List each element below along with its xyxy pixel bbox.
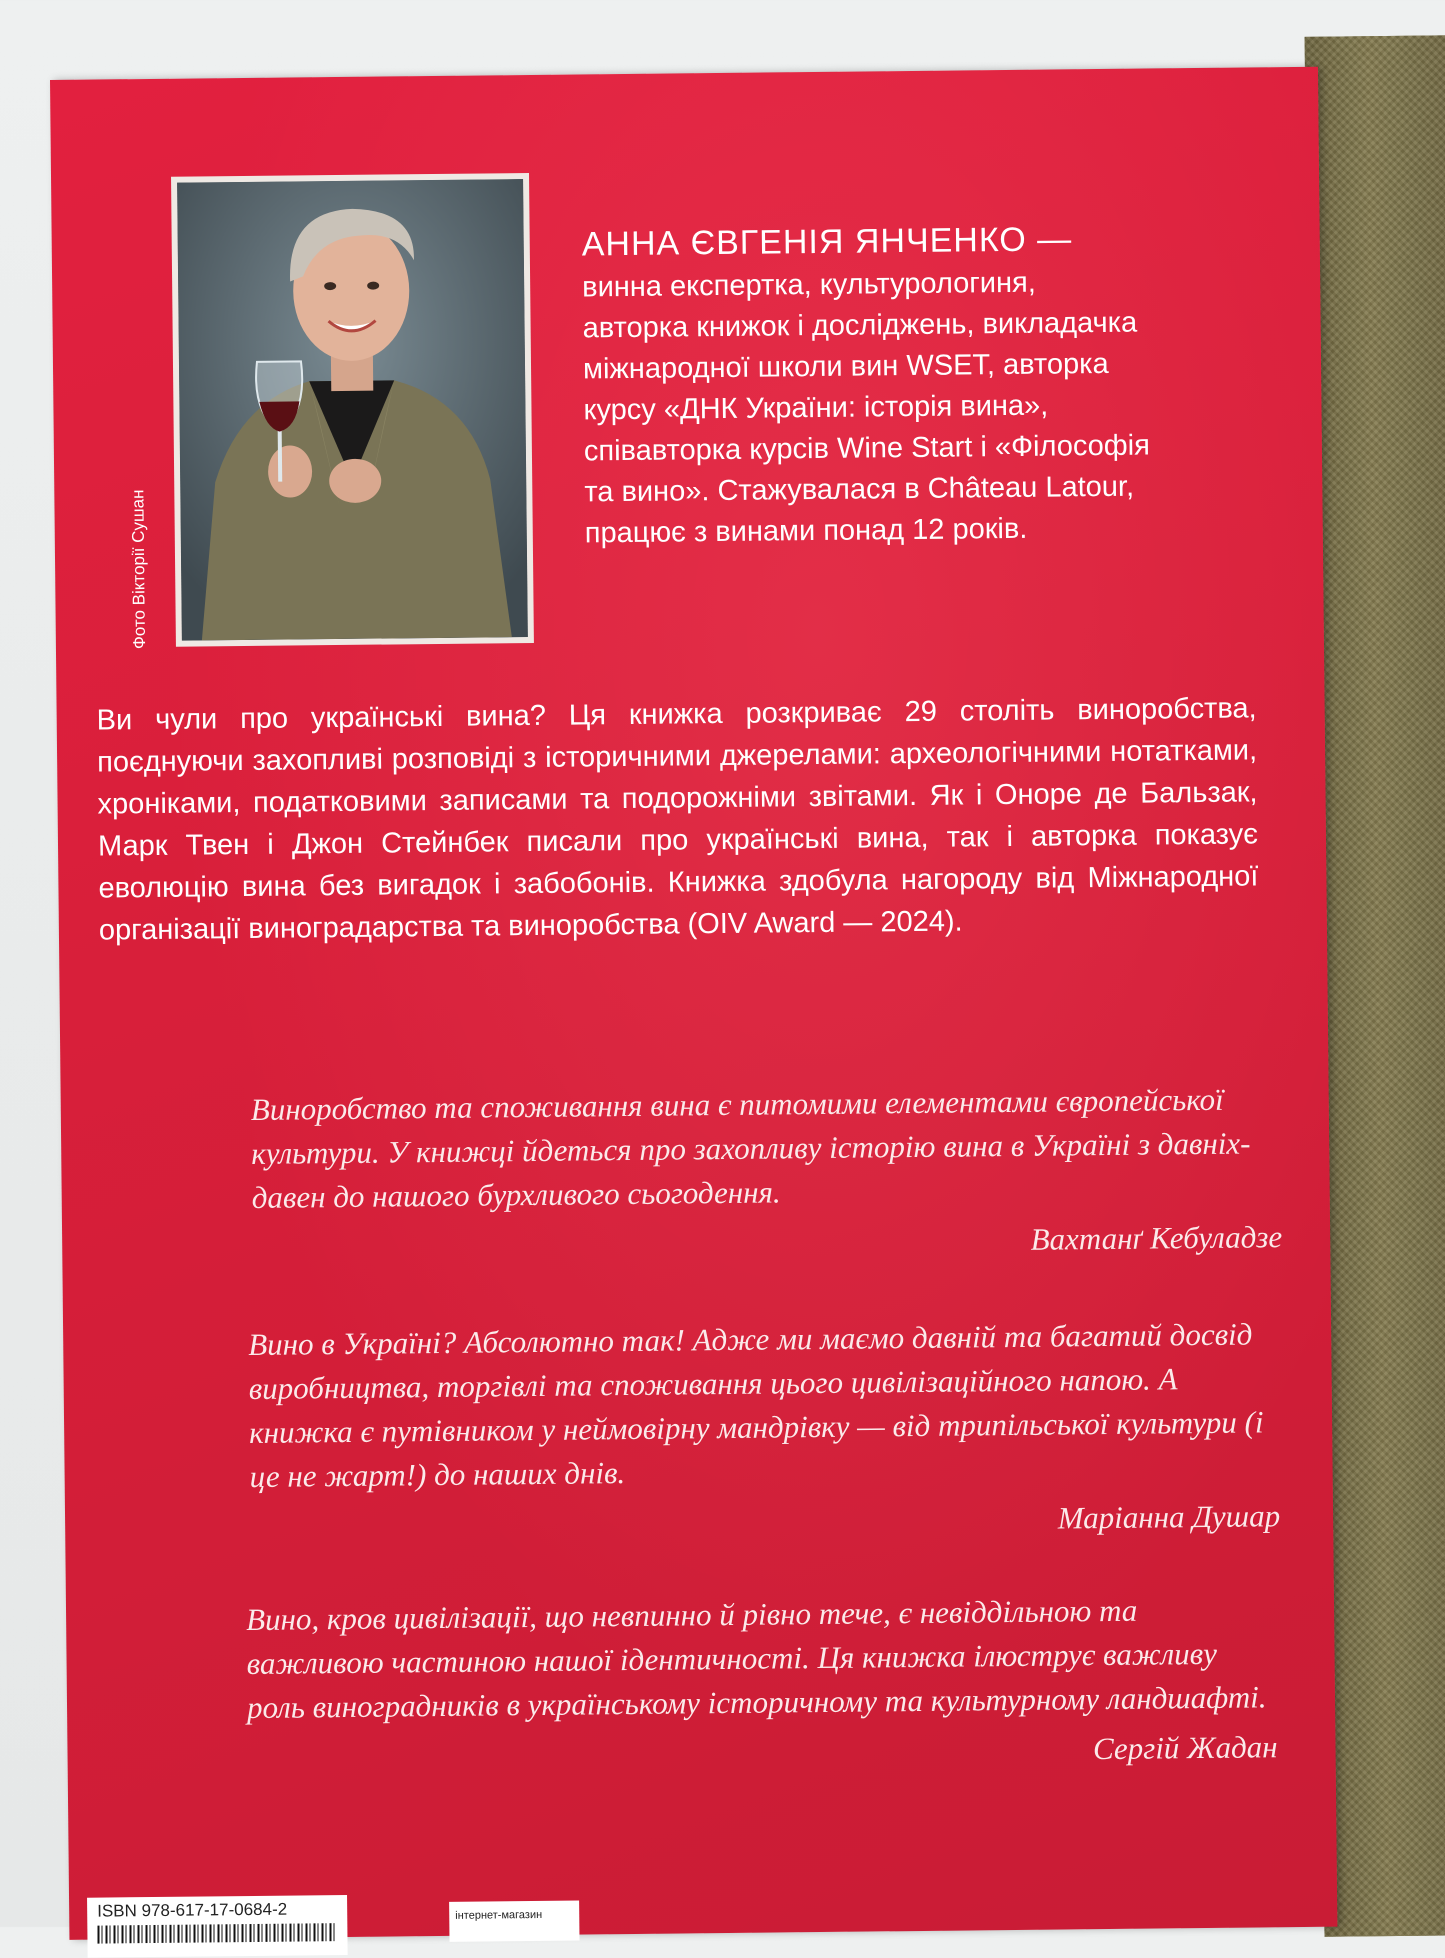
quote-text: Вино, кров цивілізації, що невпинно й рівно тече, є невіддільною та важливою частиною нашої ідентичності. Ця книжка ілюструє важливу роль виноградників в українському історичному та культурному ландшафті.: [245, 1592, 1267, 1726]
review-quote: [251, 1077, 1283, 1270]
author-bio-line: міжнародної школи вин WSET, авторка: [582, 347, 1109, 386]
quote-author: Вахтанґ Кебуладзе: [1030, 1219, 1283, 1257]
quote-text: Вино в Україні? Абсолютно так! Адже ми маємо давній та багатий досвід виробництва, торгівлі та споживання цього цивілізаційного напою. А книжка є путівником у неймовірну мандрівку — від трипільської культури (і це не жарт!) до наших днів.: [248, 1316, 1264, 1494]
author-block: [582, 217, 1285, 554]
author-name: АННА ЄВГЕНІЯ ЯНЧЕНКО —: [581, 220, 1073, 264]
review-quote: [248, 1312, 1280, 1549]
author-photo: [171, 173, 534, 647]
shop-label: інтернет-магазин: [455, 1908, 543, 1922]
isbn-number: ISBN 978-617-17-0684-2: [97, 1899, 288, 1921]
quote-author: Сергій Жадан: [1092, 1729, 1278, 1767]
barcode: [97, 1923, 337, 1944]
review-quote: [246, 1587, 1278, 1780]
book-description: Ви чули про українські вина? Ця книжка розкриває 29 століть виноробства, поєднуючи захопливі розповіді з історичними джерелами: археологічними нотатками, хроніками, податковими записами та подорожніми звітами. Як і Оноре де Бальзак, Марк Твен і Джон Стейнбек писали про українські вина, так і авторка показує еволюцію вина без вигадок і забобонів. Книжка здобула нагороду від Міжнародної організації виноградарства та виноробства (OIV Award — 2024).: [96, 692, 1259, 947]
author-bio-line: винна експертка, культурологиня,: [582, 266, 1036, 304]
author-bio-line: працює з винами понад 12 років.: [584, 512, 1028, 550]
author-portrait: [177, 179, 528, 641]
author-bio-line: та вино». Стажувалася в Château Latour,: [584, 470, 1135, 509]
isbn-sticker: [87, 1895, 348, 1958]
quote-text: Виноробство та споживання вина є питомими елементами європейської культури. У книжці йдеться про захопливу історію вина в Україні з давніх-давен до нашого бурхливого сьогодення.: [250, 1081, 1251, 1215]
author-bio-line: співавторка курсів Wine Start і «Філософія: [583, 429, 1151, 468]
author-bio-line: авторка книжок і досліджень, викладачка: [582, 306, 1138, 345]
shop-sticker: [449, 1901, 579, 1942]
book: [50, 65, 1445, 1927]
portrait-illustration: [177, 179, 528, 641]
photo-credit: Фото Вікторії Сушан: [128, 489, 149, 650]
quote-author: Маріанна Душар: [1057, 1498, 1281, 1536]
back-cover: [50, 67, 1337, 1940]
author-bio-line: курсу «ДНК України: історія вина»,: [583, 389, 1049, 427]
